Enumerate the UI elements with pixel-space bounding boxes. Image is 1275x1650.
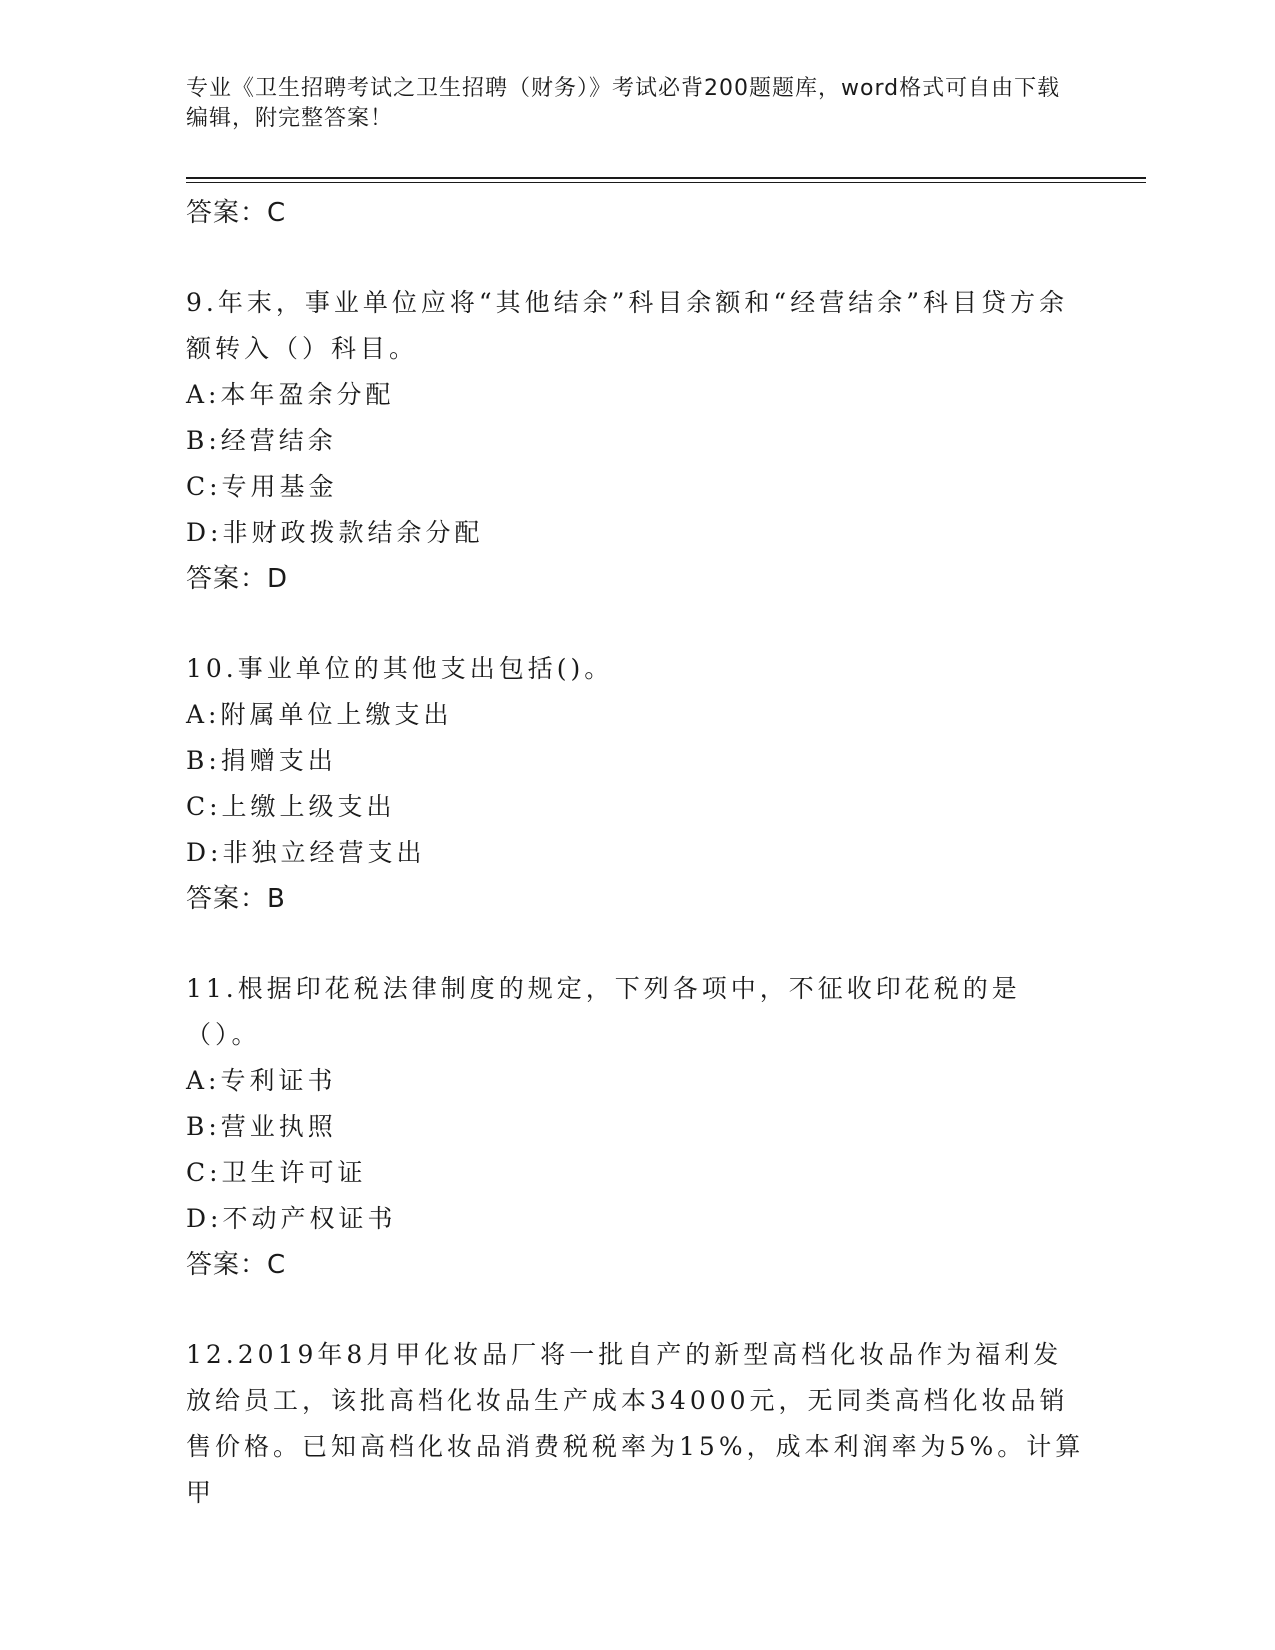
answer-label: 答案：D [186, 564, 289, 594]
question-stem: 10.事业单位的其他支出包括()。 [186, 654, 614, 683]
answer-label: 答案：C [186, 198, 287, 228]
option-a: A:附属单位上缴支出 [186, 700, 453, 729]
question-stem: 11.根据印花税法律制度的规定，下列各项中，不征收印花税的是（）。 [186, 974, 1021, 1049]
header-divider [186, 177, 1146, 179]
option-b: B:经营结余 [186, 426, 337, 455]
option-d: D:不动产权证书 [186, 1204, 397, 1233]
question-block [186, 646, 1086, 922]
document-header: 专业《卫生招聘考试之卫生招聘（财务）》考试必背200题题库，word格式可自由下载编辑，附完整答案！ [186, 76, 1061, 131]
question-block [186, 966, 1086, 1288]
option-b: B:营业执照 [186, 1112, 337, 1141]
option-c: C:卫生许可证 [186, 1158, 367, 1187]
option-d: D:非独立经营支出 [186, 838, 426, 867]
question-block [186, 280, 1086, 602]
question-list [186, 190, 1086, 1516]
option-a: A:专利证书 [186, 1066, 337, 1095]
option-d: D:非财政拨款结余分配 [186, 518, 484, 547]
header-divider-thin [186, 182, 1146, 183]
question-stem: 12.2019年8月甲化妆品厂将一批自产的新型高档化妆品作为福利发放给员工，该批高档化妆品生产成本34000元，无同类高档化妆品销售价格。已知高档化妆品消费税税率为15%，成本利润率为5%。计算甲 [186, 1340, 1085, 1507]
option-c: C:专用基金 [186, 472, 338, 501]
answer-label: 答案：C [186, 1250, 287, 1280]
option-b: B:捐赠支出 [186, 746, 337, 775]
question-block [186, 1332, 1086, 1516]
question-stem: 9.年末，事业单位应将“其他结余”科目余额和“经营结余”科目贷方余额转入（）科目。 [186, 288, 1068, 363]
option-c: C:上缴上级支出 [186, 792, 396, 821]
answer-label: 答案：B [186, 884, 286, 914]
option-a: A:本年盈余分配 [186, 380, 395, 409]
